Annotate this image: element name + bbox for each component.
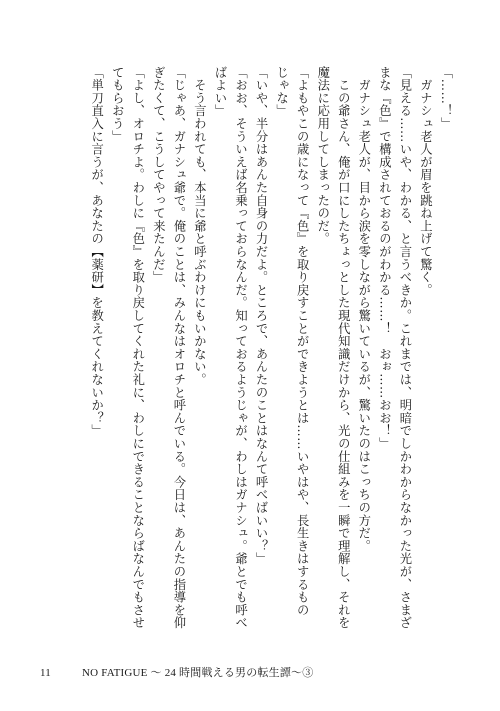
text-line: 「いや、半分はあんた自身の力だよ。ところで、あんたのことはなんて呼べばいい？」 <box>254 66 269 566</box>
text-line: ガナシュ老人が、目から涙を零しながら驚いているが、驚いたのはこっちの方だ。 <box>356 66 371 553</box>
text-line: 魔法に応用してしまったのだ。 <box>315 66 330 246</box>
text-line: 「単刀直入に言うが、あなたの【薬研】を教えてくれないか？」 <box>89 66 104 438</box>
text-line: てもらおう」 <box>110 66 125 143</box>
page-number: 11 <box>40 667 51 679</box>
page-footer <box>40 664 313 680</box>
text-line: 「よし、オロチよ。わしに『色』を取り戻してくれた礼に、わしにできることならばなんでもさせ <box>130 66 145 630</box>
text-line: ガナシュ老人が眉を跳ね上げて驚く。 <box>418 66 433 297</box>
text-line: 「見える……いや、わかる、と言うべきか。これまでは、明暗でしかわからなかった光が、さまざ <box>397 66 412 630</box>
vertical-text-body <box>86 66 456 646</box>
book-title: NO FATIGUE ～ 24 時間戦える男の転生譚～③ <box>81 667 314 679</box>
text-line: 「よもやこの歳になって『色』を取り戻すことができようとは……いやはや、長生きはするもの <box>295 66 310 617</box>
text-line: そう言われても、本当に爺と呼ぶわけにもいかない。 <box>192 66 207 386</box>
text-line: 「……！」 <box>439 66 453 130</box>
text-line: 「おお、そういえば名乗っておらなんだ。知っておるようじゃが、わしはガナシュ。爺とでも呼べ <box>233 66 248 630</box>
text-line: この爺さん、俺が口にしたちょっとした現代知識だけから、光の仕組みを一瞬で理解し、それを <box>336 66 351 630</box>
text-line: ばよい」 <box>212 66 227 118</box>
text-line: まな『色』で構成されておるのがわかる……！ おぉ……おお！」 <box>377 66 392 450</box>
text-line: 「じゃあ、ガナシュ爺で。俺のことは、みんなはオロチと呼んでいる。今日は、あんたの指導を仰 <box>171 66 186 630</box>
text-line: じゃな」 <box>274 66 289 118</box>
text-line: ぎたくて、こうしてやって来たんだ」 <box>151 66 166 284</box>
